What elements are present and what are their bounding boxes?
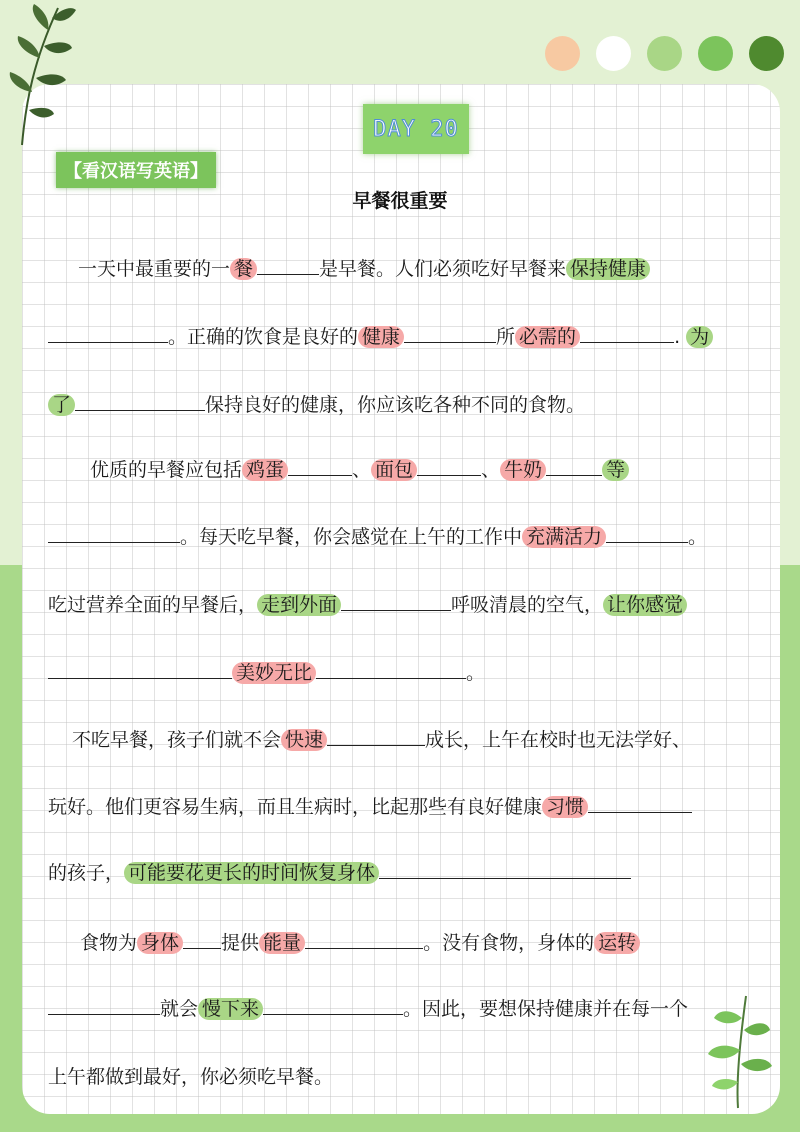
text: 。每天吃早餐，你会感觉在上午的工作中 — [180, 526, 523, 548]
keyword-highlight: 让你感觉 — [603, 594, 687, 616]
text: 所 — [496, 326, 516, 348]
keyword-highlight: 必需的 — [515, 326, 580, 348]
text-line — [48, 658, 485, 688]
text-line — [78, 254, 650, 284]
answer-blank[interactable] — [75, 390, 205, 411]
answer-blank[interactable] — [288, 455, 352, 476]
keyword-highlight: 慢下来 — [198, 998, 263, 1020]
text-line — [48, 590, 687, 620]
text: 吃过营养全面的早餐后， — [48, 594, 258, 616]
answer-blank[interactable] — [580, 322, 674, 343]
text-line — [48, 322, 713, 352]
text: 、 — [352, 459, 372, 481]
keyword-highlight: 为 — [686, 326, 713, 348]
text: 呼吸清晨的空气， — [451, 594, 604, 616]
day-badge: DAY 20 — [363, 104, 469, 154]
answer-blank[interactable] — [379, 858, 631, 879]
dot-peach — [545, 36, 580, 71]
text: . — [674, 326, 687, 348]
answer-blank[interactable] — [316, 658, 466, 679]
dot-green — [698, 36, 733, 71]
text-line — [48, 390, 585, 420]
keyword-highlight: 健康 — [358, 326, 404, 348]
answer-blank[interactable] — [183, 928, 221, 949]
text: 。没有食物，身体的 — [423, 932, 595, 954]
answer-blank[interactable] — [257, 254, 319, 275]
plant-sprig-icon — [690, 990, 780, 1110]
text: 。因此，要想保持健康并在每一个 — [403, 998, 689, 1020]
text-line — [48, 522, 707, 552]
text: 。 — [466, 662, 486, 684]
keyword-highlight: 餐 — [230, 258, 257, 280]
dot-light-green — [647, 36, 682, 71]
decorative-dots — [545, 36, 784, 71]
keyword-highlight: 保持健康 — [566, 258, 650, 280]
answer-blank[interactable] — [263, 994, 403, 1015]
text: 上午都做到最好，你必须吃早餐。 — [48, 1066, 334, 1088]
text: 。 — [688, 526, 708, 548]
answer-blank[interactable] — [327, 725, 425, 746]
answer-blank[interactable] — [341, 590, 451, 611]
answer-blank[interactable] — [48, 994, 160, 1015]
text-line — [90, 455, 629, 485]
answer-blank[interactable] — [417, 455, 481, 476]
text: 保持良好的健康，你应该吃各种不同的食物。 — [205, 394, 586, 416]
keyword-highlight: 了 — [48, 394, 75, 416]
keyword-highlight: 可能要花更长的时间恢复身体 — [124, 862, 379, 884]
text: 的孩子， — [48, 862, 125, 884]
keyword-highlight: 走到外面 — [257, 594, 341, 616]
text: 提供 — [221, 932, 260, 954]
keyword-highlight: 美妙无比 — [232, 662, 316, 684]
text: 一天中最重要的一 — [78, 258, 231, 280]
keyword-highlight: 等 — [602, 459, 629, 481]
keyword-highlight: 能量 — [259, 932, 305, 954]
text-line — [48, 858, 631, 888]
text: 成长，上午在校时也无法学好、 — [425, 729, 692, 751]
answer-blank[interactable] — [546, 455, 602, 476]
text: 玩好。他们更容易生病，而且生病时，比起那些有良好健康 — [48, 796, 543, 818]
section-label: 【看汉语写英语】 — [56, 152, 216, 188]
answer-blank[interactable] — [588, 792, 692, 813]
text-line — [48, 994, 688, 1024]
answer-blank[interactable] — [48, 322, 168, 343]
answer-blank[interactable] — [404, 322, 496, 343]
leaf-branch-icon — [0, 0, 90, 150]
text-line — [48, 792, 692, 822]
dot-dark-green — [749, 36, 784, 71]
keyword-highlight: 快速 — [281, 729, 327, 751]
keyword-highlight: 身体 — [137, 932, 183, 954]
text: 。正确的饮食是良好的 — [168, 326, 359, 348]
text: 、 — [481, 459, 501, 481]
keyword-highlight: 习惯 — [542, 796, 588, 818]
page-title: 早餐很重要 — [352, 190, 448, 212]
text-line — [48, 1062, 333, 1092]
keyword-highlight: 牛奶 — [500, 459, 546, 481]
answer-blank[interactable] — [48, 658, 232, 679]
text: 优质的早餐应包括 — [90, 459, 243, 481]
text: 食物为 — [80, 932, 138, 954]
answer-blank[interactable] — [48, 522, 180, 543]
keyword-highlight: 面包 — [371, 459, 417, 481]
keyword-highlight: 运转 — [594, 932, 640, 954]
text-line — [80, 928, 640, 958]
dot-white — [596, 36, 631, 71]
text: 就会 — [160, 998, 199, 1020]
text-line — [72, 725, 691, 755]
text: 不吃早餐，孩子们就不会 — [72, 729, 282, 751]
answer-blank[interactable] — [305, 928, 423, 949]
answer-blank[interactable] — [606, 522, 688, 543]
text: 是早餐。人们必须吃好早餐来 — [319, 258, 567, 280]
keyword-highlight: 充满活力 — [522, 526, 606, 548]
keyword-highlight: 鸡蛋 — [242, 459, 288, 481]
